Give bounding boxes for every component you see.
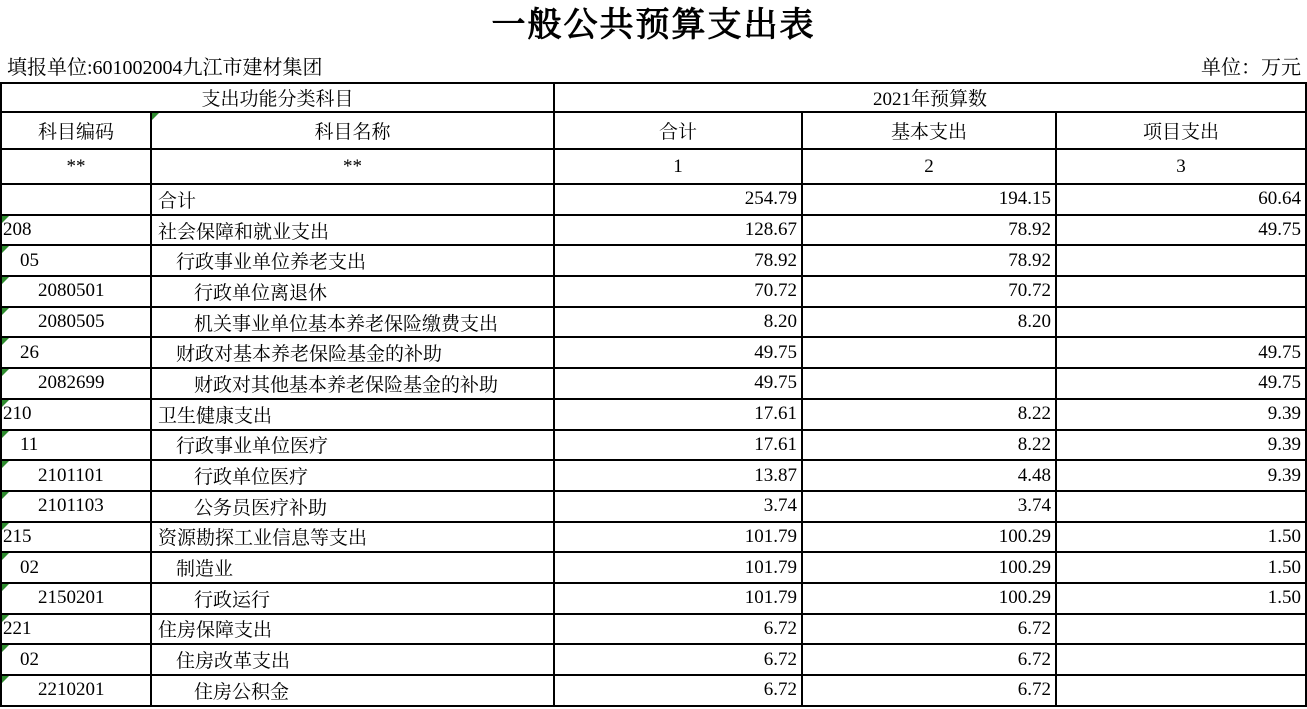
code-cell[interactable] (1, 215, 151, 246)
code-cell[interactable] (1, 276, 151, 307)
name-cell[interactable] (151, 368, 554, 399)
table-row (1, 276, 1306, 307)
basic-cell[interactable] (802, 368, 1056, 399)
name-cell[interactable] (151, 399, 554, 430)
code-text: 26 (20, 341, 39, 363)
total-cell[interactable]: 78.92 (554, 245, 802, 276)
name-text: 合计 (158, 190, 197, 212)
basic-cell[interactable]: 8.20 (802, 307, 1056, 338)
name-text: 社会保障和就业支出 (158, 221, 330, 243)
table-row (1, 430, 1306, 461)
subheader-total-cell[interactable]: 1 (554, 149, 802, 184)
basic-cell[interactable]: 6.72 (802, 675, 1056, 706)
total-cell[interactable]: 6.72 (554, 614, 802, 645)
subheader-basic-cell[interactable]: 2 (802, 149, 1056, 184)
name-text: 财政对基本养老保险基金的补助 (176, 344, 443, 366)
name-text: 卫生健康支出 (158, 405, 273, 427)
total-cell[interactable]: 101.79 (554, 522, 802, 553)
subheader-code-cell[interactable]: ** (1, 149, 151, 184)
basic-cell[interactable]: 3.74 (802, 491, 1056, 522)
text-format-indicator-icon (2, 246, 9, 253)
table-row (1, 644, 1306, 675)
basic-cell[interactable]: 8.22 (802, 430, 1056, 461)
total-cell[interactable]: 6.72 (554, 675, 802, 706)
code-text: 2210201 (38, 679, 105, 701)
name-cell[interactable] (151, 644, 554, 675)
name-cell[interactable] (151, 184, 554, 215)
table-row (1, 245, 1306, 276)
code-cell[interactable] (1, 184, 151, 215)
text-format-indicator-icon (2, 523, 9, 530)
table-body (1, 184, 1306, 706)
budget-table (0, 82, 1307, 707)
code-text: 2082699 (38, 372, 105, 394)
text-format-indicator-icon (2, 400, 9, 407)
table-row (1, 522, 1306, 553)
reporting-unit-label: 填报单位:601002004九江市建材集团 (7, 57, 323, 79)
code-cell[interactable] (1, 368, 151, 399)
code-text: 2150201 (38, 587, 105, 609)
basic-cell[interactable] (802, 337, 1056, 368)
project-cell[interactable] (1056, 245, 1306, 276)
project-cell[interactable]: 49.75 (1056, 337, 1306, 368)
total-cell[interactable]: 254.79 (554, 184, 802, 215)
name-text: 公务员医疗补助 (194, 497, 328, 519)
name-cell[interactable] (151, 583, 554, 614)
basic-cell[interactable]: 194.15 (802, 184, 1056, 215)
project-cell[interactable]: 9.39 (1056, 399, 1306, 430)
code-text: 02 (20, 556, 39, 578)
name-cell[interactable] (151, 307, 554, 338)
name-text: 行政事业单位养老支出 (176, 252, 367, 274)
subheader-name-cell[interactable]: ** (151, 149, 554, 184)
code-text: 215 (3, 525, 32, 547)
table-row (1, 307, 1306, 338)
column-header-name-label: 科目名称 (314, 122, 391, 143)
column-header-code[interactable]: 科目编码 (1, 112, 151, 149)
total-cell[interactable]: 17.61 (554, 399, 802, 430)
total-cell[interactable]: 6.72 (554, 644, 802, 675)
table-row (1, 614, 1306, 645)
basic-cell[interactable]: 4.48 (802, 460, 1056, 491)
text-format-indicator-icon (152, 113, 159, 120)
basic-cell[interactable]: 8.22 (802, 399, 1056, 430)
text-format-indicator-icon (2, 645, 9, 652)
column-header-total[interactable]: 合计 (554, 112, 802, 149)
name-cell[interactable] (151, 552, 554, 583)
text-format-indicator-icon (2, 216, 9, 223)
name-text: 机关事业单位基本养老保险缴费支出 (194, 313, 499, 335)
name-text: 行政事业单位医疗 (176, 436, 329, 458)
project-cell[interactable]: 1.50 (1056, 583, 1306, 614)
project-cell[interactable] (1056, 614, 1306, 645)
code-cell[interactable] (1, 491, 151, 522)
currency-unit-label: 单位：万元 (1201, 57, 1301, 79)
code-cell[interactable] (1, 460, 151, 491)
code-cell[interactable] (1, 614, 151, 645)
name-text: 行政单位离退休 (194, 282, 328, 304)
total-cell[interactable]: 101.79 (554, 583, 802, 614)
project-cell[interactable] (1056, 644, 1306, 675)
table-row (1, 552, 1306, 583)
basic-cell[interactable]: 78.92 (802, 245, 1056, 276)
text-format-indicator-icon (2, 369, 9, 376)
meta-row (0, 55, 1305, 81)
project-cell[interactable]: 60.64 (1056, 184, 1306, 215)
table-row (1, 215, 1306, 246)
code-cell[interactable] (1, 337, 151, 368)
total-cell[interactable]: 49.75 (554, 337, 802, 368)
name-cell[interactable] (151, 245, 554, 276)
code-cell[interactable] (1, 399, 151, 430)
name-text: 住房改革支出 (176, 651, 291, 673)
code-text: 11 (20, 433, 39, 455)
code-cell[interactable] (1, 522, 151, 553)
code-text: 2080505 (38, 311, 105, 333)
name-cell[interactable] (151, 276, 554, 307)
total-cell[interactable]: 128.67 (554, 215, 802, 246)
code-cell[interactable] (1, 245, 151, 276)
group-header-row (1, 83, 1306, 112)
total-cell[interactable]: 3.74 (554, 491, 802, 522)
table-row (1, 184, 1306, 215)
project-cell[interactable]: 9.39 (1056, 460, 1306, 491)
name-text: 制造业 (176, 559, 234, 581)
name-cell[interactable] (151, 522, 554, 553)
table-row (1, 337, 1306, 368)
project-cell[interactable] (1056, 276, 1306, 307)
code-text: 02 (20, 648, 39, 670)
text-format-indicator-icon (2, 553, 9, 560)
column-header-project[interactable]: 项目支出 (1056, 112, 1306, 149)
code-text: 221 (3, 617, 32, 639)
text-format-indicator-icon (2, 676, 9, 683)
code-cell[interactable] (1, 583, 151, 614)
name-cell[interactable] (151, 460, 554, 491)
table-row (1, 675, 1306, 706)
column-header-row (1, 112, 1306, 149)
group-header-budget-year[interactable]: 2021年预算数 (554, 83, 1306, 112)
name-cell[interactable] (151, 675, 554, 706)
basic-cell[interactable]: 100.29 (802, 522, 1056, 553)
code-cell[interactable] (1, 430, 151, 461)
code-cell[interactable] (1, 675, 151, 706)
project-cell[interactable]: 49.75 (1056, 215, 1306, 246)
name-cell[interactable] (151, 491, 554, 522)
name-cell[interactable] (151, 430, 554, 461)
name-text: 住房保障支出 (158, 620, 273, 642)
text-format-indicator-icon (2, 461, 9, 468)
basic-cell[interactable]: 70.72 (802, 276, 1056, 307)
code-text: 05 (20, 249, 39, 271)
basic-cell[interactable]: 6.72 (802, 644, 1056, 675)
project-cell[interactable]: 1.50 (1056, 552, 1306, 583)
project-cell[interactable] (1056, 491, 1306, 522)
code-cell[interactable] (1, 307, 151, 338)
table-row (1, 460, 1306, 491)
basic-cell[interactable]: 100.29 (802, 552, 1056, 583)
project-cell[interactable] (1056, 675, 1306, 706)
basic-cell[interactable]: 100.29 (802, 583, 1056, 614)
text-format-indicator-icon (2, 277, 9, 284)
table-row (1, 399, 1306, 430)
table-row (1, 491, 1306, 522)
text-format-indicator-icon (2, 308, 9, 315)
text-format-indicator-icon (2, 584, 9, 591)
code-text: 2080501 (38, 280, 105, 302)
code-text: 2101103 (38, 495, 104, 517)
total-cell[interactable]: 17.61 (554, 430, 802, 461)
code-text: 208 (3, 219, 32, 241)
code-cell[interactable] (1, 552, 151, 583)
text-format-indicator-icon (2, 431, 9, 438)
name-text: 资源勘探工业信息等支出 (158, 528, 368, 550)
total-cell[interactable]: 13.87 (554, 460, 802, 491)
total-cell[interactable]: 70.72 (554, 276, 802, 307)
code-cell[interactable] (1, 644, 151, 675)
page-title: 一般公共预算支出表 (491, 7, 816, 44)
name-text: 财政对其他基本养老保险基金的补助 (194, 374, 499, 396)
group-header-subject[interactable]: 支出功能分类科目 (1, 83, 554, 112)
name-text: 住房公积金 (194, 681, 290, 703)
name-cell[interactable] (151, 614, 554, 645)
code-text: 210 (3, 403, 32, 425)
basic-cell[interactable]: 6.72 (802, 614, 1056, 645)
text-format-indicator-icon (2, 492, 9, 499)
text-format-indicator-icon (2, 338, 9, 345)
name-text: 行政运行 (194, 589, 271, 611)
name-text: 行政单位医疗 (194, 467, 309, 489)
subheader-project-cell[interactable]: 3 (1056, 149, 1306, 184)
basic-cell[interactable]: 78.92 (802, 215, 1056, 246)
table-row (1, 583, 1306, 614)
name-cell[interactable] (151, 215, 554, 246)
project-cell[interactable] (1056, 307, 1306, 338)
code-text: 2101101 (38, 464, 104, 486)
column-header-basic[interactable]: 基本支出 (802, 112, 1056, 149)
total-cell[interactable]: 8.20 (554, 307, 802, 338)
project-cell[interactable]: 49.75 (1056, 368, 1306, 399)
total-cell[interactable]: 49.75 (554, 368, 802, 399)
project-cell[interactable]: 9.39 (1056, 430, 1306, 461)
column-header-name[interactable] (151, 112, 554, 149)
text-format-indicator-icon (2, 615, 9, 622)
table-row (1, 368, 1306, 399)
total-cell[interactable]: 101.79 (554, 552, 802, 583)
project-cell[interactable]: 1.50 (1056, 522, 1306, 553)
name-cell[interactable] (151, 337, 554, 368)
subheader-row (1, 149, 1306, 184)
